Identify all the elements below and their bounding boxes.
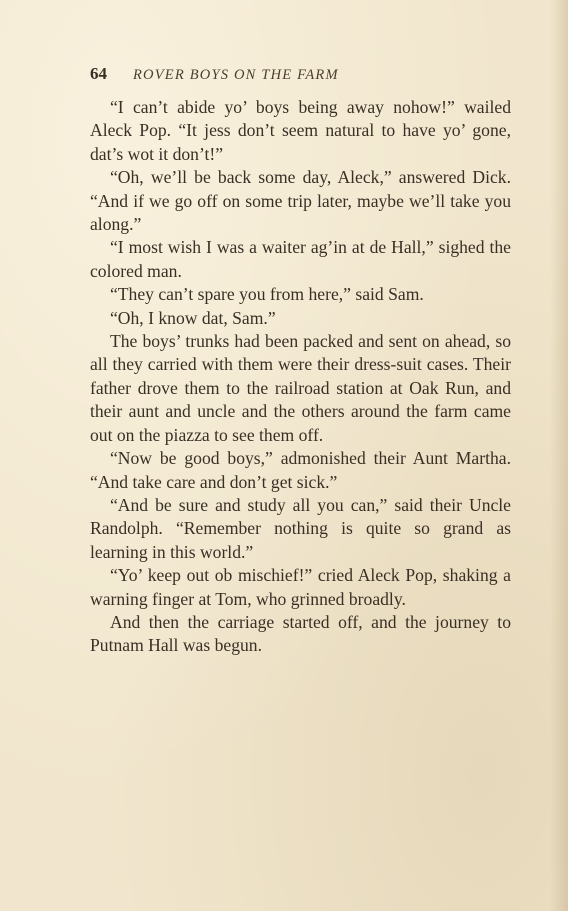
body-text bbox=[90, 96, 511, 658]
paragraph: “I can’t abide yo’ boys being away nohow!” wailed Aleck Pop. “It jess don’t seem natural to have yo’ gone, dat’s wot it don’t!” bbox=[90, 97, 511, 164]
page-edge-shadow bbox=[550, 0, 568, 911]
paragraph: And then the carriage started off, and the journey to Putnam Hall was begun. bbox=[90, 611, 511, 656]
paragraph: “I most wish I was a waiter ag’in at de Hall,” sighed the colored man. bbox=[90, 237, 511, 281]
paragraph: “They can’t spare you from here,” said Sam. bbox=[110, 284, 424, 305]
paragraph: “Oh, we’ll be back some day, Aleck,” answered Dick. “And if we go off on some trip later, maybe we’ll take you along.” bbox=[90, 167, 511, 235]
running-head: ROVER BOYS ON THE FARM bbox=[133, 67, 339, 83]
paragraph: “Oh, I know dat, Sam.” bbox=[110, 307, 276, 328]
page-number: 64 bbox=[90, 64, 107, 83]
paragraph: “Now be good boys,” admonished their Aunt Martha. “And take care and don’t get sick.” bbox=[90, 448, 511, 492]
paragraph: “Yo’ keep out ob mischief!” cried Aleck Pop, shaking a warning finger at Tom, who grinned broadly. bbox=[90, 565, 511, 609]
paragraph: “And be sure and study all you can,” said their Uncle Randolph. “Remember nothing is quite so grand as learning in this world.” bbox=[90, 494, 511, 562]
paragraph: The boys’ trunks had been packed and sent on ahead, so all they carried with them were their dress-suit cases. Their father drove them to the railroad station at Oak Run, and their aunt and uncle and the others around the farm came out on the piazza to see them off. bbox=[90, 331, 511, 445]
page-header bbox=[90, 64, 435, 88]
